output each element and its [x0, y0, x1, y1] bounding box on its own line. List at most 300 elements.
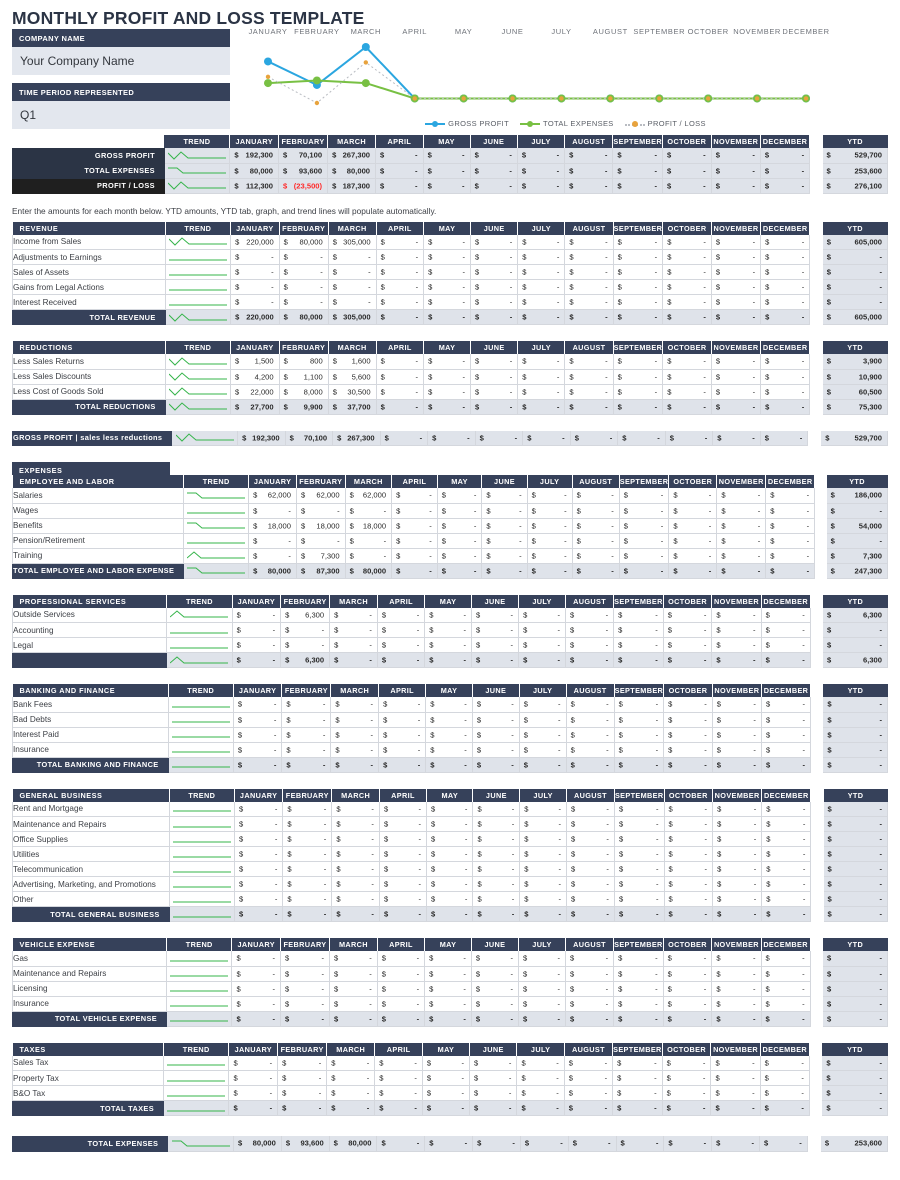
cell-october[interactable]: $ -	[663, 295, 712, 310]
cell-february[interactable]: $ 6,300	[281, 653, 330, 668]
cell-october[interactable]: $ -	[665, 431, 713, 446]
cell-june[interactable]: $ -	[472, 712, 519, 727]
cell-ytd[interactable]: $ -	[827, 503, 888, 518]
cell-april[interactable]: $ -	[379, 757, 426, 772]
cell-may[interactable]: $ -	[424, 399, 471, 414]
cell-october[interactable]: $ -	[663, 250, 712, 265]
cell-june[interactable]: $ -	[473, 832, 520, 847]
cell-december[interactable]: $ -	[760, 178, 809, 193]
cell-december[interactable]: $ -	[766, 503, 815, 518]
row-label[interactable]: Gains from Legal Actions	[13, 280, 166, 295]
cell-october[interactable]: $ -	[663, 280, 712, 295]
cell-february[interactable]: $ 70,100	[279, 148, 328, 163]
cell-may[interactable]: $ -	[422, 1086, 469, 1101]
cell-march[interactable]: $ -	[331, 712, 379, 727]
cell-ytd[interactable]: $ -	[824, 802, 888, 817]
cell-november[interactable]: $ -	[711, 399, 760, 414]
cell-july[interactable]: $ -	[520, 1136, 568, 1151]
cell-may[interactable]: $ -	[427, 907, 473, 922]
cell-june[interactable]: $ -	[482, 563, 527, 578]
cell-july[interactable]: $ -	[518, 996, 565, 1011]
cell-october[interactable]: $ -	[663, 369, 712, 384]
cell-may[interactable]: $ -	[427, 817, 473, 832]
cell-october[interactable]: $ -	[664, 907, 713, 922]
cell-july[interactable]: $ -	[517, 1056, 564, 1071]
cell-december[interactable]: $ -	[761, 697, 810, 712]
cell-january[interactable]: $ -	[249, 503, 297, 518]
cell-march[interactable]: $ -	[330, 981, 378, 996]
cell-august[interactable]: $ -	[572, 503, 619, 518]
cell-april[interactable]: $ -	[376, 148, 424, 163]
cell-january[interactable]: $ -	[234, 862, 282, 877]
cell-may[interactable]: $ -	[423, 163, 470, 178]
cell-january[interactable]: $ 192,300	[238, 431, 286, 446]
cell-september[interactable]: $ -	[613, 399, 663, 414]
row-label[interactable]: Bank Fees	[13, 697, 169, 712]
cell-ytd[interactable]: $ -	[827, 533, 888, 548]
cell-june[interactable]: $ -	[471, 265, 518, 280]
cell-november[interactable]: $ -	[712, 981, 761, 996]
cell-october[interactable]: $ -	[663, 310, 712, 325]
cell-february[interactable]: $ -	[283, 862, 332, 877]
cell-april[interactable]: $ -	[377, 608, 424, 623]
cell-august[interactable]: $ -	[566, 608, 614, 623]
cell-march[interactable]: $ -	[332, 892, 380, 907]
row-label[interactable]: Utilities	[13, 847, 170, 862]
cell-february[interactable]: $ -	[283, 907, 332, 922]
cell-ytd[interactable]: $ -	[824, 877, 888, 892]
cell-september[interactable]: $ -	[614, 951, 664, 966]
cell-april[interactable]: $ -	[375, 1101, 423, 1116]
cell-july[interactable]: $ -	[518, 354, 565, 369]
cell-june[interactable]: $ -	[470, 1101, 517, 1116]
cell-december[interactable]: $ -	[762, 892, 811, 907]
cell-october[interactable]: $ -	[664, 802, 713, 817]
cell-july[interactable]: $ -	[517, 148, 564, 163]
cell-april[interactable]: $ -	[376, 354, 423, 369]
cell-july[interactable]: $ -	[519, 727, 566, 742]
cell-september[interactable]: $ -	[614, 862, 664, 877]
cell-may[interactable]: $ -	[427, 832, 473, 847]
cell-october[interactable]: $ -	[663, 951, 712, 966]
cell-november[interactable]: $ -	[712, 996, 761, 1011]
cell-february[interactable]: $ -	[278, 1086, 327, 1101]
cell-december[interactable]: $ -	[761, 653, 810, 668]
cell-march[interactable]: $ 267,300	[333, 431, 381, 446]
cell-november[interactable]: $ -	[711, 310, 760, 325]
cell-january[interactable]: $ -	[231, 250, 280, 265]
cell-april[interactable]: $ -	[376, 250, 423, 265]
cell-may[interactable]: $ -	[437, 533, 482, 548]
cell-october[interactable]: $ -	[662, 1071, 711, 1086]
row-label[interactable]: Benefits	[13, 518, 184, 533]
cell-june[interactable]: $ -	[470, 163, 517, 178]
cell-january[interactable]: $ -	[229, 1101, 278, 1116]
cell-april[interactable]: $ -	[379, 697, 426, 712]
cell-november[interactable]: $ -	[717, 503, 766, 518]
cell-june[interactable]: $ -	[473, 907, 520, 922]
cell-december[interactable]: $ -	[766, 533, 815, 548]
cell-november[interactable]: $ -	[713, 832, 762, 847]
cell-july[interactable]: $ -	[527, 563, 572, 578]
cell-january[interactable]: $ -	[234, 877, 282, 892]
cell-december[interactable]: $ -	[761, 250, 810, 265]
cell-september[interactable]: $ -	[613, 295, 663, 310]
cell-june[interactable]: $ -	[471, 1011, 518, 1026]
cell-may[interactable]: $ -	[428, 431, 476, 446]
cell-september[interactable]: $ -	[613, 163, 663, 178]
cell-june[interactable]: $ -	[471, 623, 518, 638]
cell-august[interactable]: $ -	[566, 907, 614, 922]
cell-march[interactable]: $ -	[328, 265, 376, 280]
cell-january[interactable]: $ -	[234, 847, 282, 862]
cell-august[interactable]: $ -	[566, 638, 614, 653]
cell-april[interactable]: $ -	[376, 178, 424, 193]
cell-ytd[interactable]: $ -	[824, 907, 888, 922]
cell-june[interactable]: $ -	[471, 235, 518, 250]
cell-july[interactable]: $ -	[518, 295, 565, 310]
cell-may[interactable]: $ -	[422, 1101, 469, 1116]
cell-february[interactable]: $ -	[283, 832, 332, 847]
cell-march[interactable]: $ -	[327, 1101, 375, 1116]
cell-july[interactable]: $ -	[519, 623, 566, 638]
cell-february[interactable]: $ -	[280, 981, 329, 996]
cell-november[interactable]: $ -	[711, 384, 760, 399]
cell-april[interactable]: $ -	[377, 1011, 424, 1026]
cell-ytd[interactable]: $ 6,300	[823, 653, 887, 668]
cell-february[interactable]: $ -	[281, 638, 330, 653]
cell-july[interactable]: $ -	[518, 280, 565, 295]
cell-september[interactable]: $ -	[614, 712, 664, 727]
cell-september[interactable]: $ -	[614, 832, 664, 847]
cell-ytd[interactable]: $ -	[824, 862, 888, 877]
cell-april[interactable]: $ -	[379, 877, 426, 892]
cell-october[interactable]: $ -	[669, 518, 717, 533]
cell-november[interactable]: $ -	[711, 354, 760, 369]
cell-june[interactable]: $ -	[471, 369, 518, 384]
cell-october[interactable]: $ -	[669, 548, 717, 563]
cell-ytd[interactable]: $ 6,300	[823, 608, 887, 623]
cell-april[interactable]: $ -	[377, 1136, 425, 1151]
cell-january[interactable]: $ 80,000	[230, 163, 279, 178]
cell-may[interactable]: $ -	[424, 250, 471, 265]
cell-february[interactable]: $ -	[280, 951, 329, 966]
row-label[interactable]: B&O Tax	[13, 1086, 164, 1101]
cell-september[interactable]: $ -	[613, 369, 663, 384]
cell-december[interactable]: $ -	[760, 1071, 809, 1086]
cell-october[interactable]: $ -	[663, 354, 712, 369]
cell-may[interactable]: $ -	[426, 757, 473, 772]
cell-may[interactable]: $ -	[425, 608, 472, 623]
cell-may[interactable]: $ -	[437, 548, 482, 563]
cell-october[interactable]: $ -	[664, 727, 713, 742]
cell-ytd[interactable]: $ -	[822, 1071, 887, 1086]
cell-november[interactable]: $ -	[711, 148, 760, 163]
cell-june[interactable]: $ -	[471, 310, 518, 325]
cell-september[interactable]: $ -	[619, 518, 669, 533]
cell-january[interactable]: $ -	[233, 742, 281, 757]
cell-april[interactable]: $ -	[392, 548, 438, 563]
cell-april[interactable]: $ -	[379, 712, 426, 727]
cell-october[interactable]: $ -	[663, 653, 712, 668]
cell-june[interactable]: $ -	[471, 996, 518, 1011]
cell-january[interactable]: $ 18,000	[249, 518, 297, 533]
cell-july[interactable]: $ -	[519, 712, 566, 727]
cell-february[interactable]: $ 87,300	[296, 563, 345, 578]
cell-december[interactable]: $ -	[761, 608, 810, 623]
cell-february[interactable]: $ -	[296, 533, 345, 548]
cell-july[interactable]: $ -	[518, 399, 565, 414]
row-label[interactable]: Training	[13, 548, 184, 563]
cell-february[interactable]: $ 1,100	[279, 369, 328, 384]
cell-july[interactable]: $ -	[523, 431, 571, 446]
row-label[interactable]: Sales of Assets	[13, 265, 166, 280]
cell-february[interactable]: $ -	[283, 877, 332, 892]
cell-july[interactable]: $ -	[519, 742, 566, 757]
cell-february[interactable]: $ -	[282, 757, 331, 772]
cell-february[interactable]: $ -	[278, 1101, 327, 1116]
cell-february[interactable]: $ -	[279, 250, 328, 265]
cell-october[interactable]: $ -	[664, 877, 713, 892]
cell-january[interactable]: $ -	[232, 638, 281, 653]
row-label[interactable]: Rent and Mortgage	[13, 802, 170, 817]
cell-august[interactable]: $ -	[565, 384, 613, 399]
cell-october[interactable]: $ -	[664, 757, 713, 772]
cell-may[interactable]: $ -	[422, 1071, 469, 1086]
cell-june[interactable]: $ -	[471, 399, 518, 414]
cell-july[interactable]: $ -	[518, 384, 565, 399]
cell-june[interactable]: $ -	[470, 1071, 517, 1086]
cell-july[interactable]: $ -	[517, 1101, 564, 1116]
cell-march[interactable]: $ -	[330, 638, 378, 653]
cell-ytd[interactable]: $ -	[823, 697, 887, 712]
cell-october[interactable]: $ -	[662, 178, 711, 193]
cell-ytd[interactable]: $ -	[824, 817, 888, 832]
cell-march[interactable]: $ -	[330, 623, 378, 638]
row-label[interactable]: Maintenance and Repairs	[13, 966, 167, 981]
cell-september[interactable]: $ -	[613, 280, 663, 295]
row-label[interactable]: Advertising, Marketing, and Promotions	[13, 877, 170, 892]
cell-april[interactable]: $ -	[376, 384, 423, 399]
cell-november[interactable]: $ -	[712, 966, 761, 981]
cell-december[interactable]: $ -	[761, 966, 810, 981]
cell-march[interactable]: $ 62,000	[345, 488, 391, 503]
cell-june[interactable]: $ -	[482, 488, 527, 503]
cell-january[interactable]: $ -	[233, 712, 281, 727]
cell-november[interactable]: $ -	[711, 178, 760, 193]
cell-march[interactable]: $ -	[332, 862, 380, 877]
cell-march[interactable]: $ -	[328, 295, 376, 310]
cell-december[interactable]: $ -	[761, 280, 810, 295]
cell-june[interactable]: $ -	[482, 503, 527, 518]
cell-september[interactable]: $ -	[613, 148, 663, 163]
cell-ytd[interactable]: $ -	[823, 295, 888, 310]
cell-august[interactable]: $ -	[572, 548, 619, 563]
row-label[interactable]: Insurance	[13, 742, 169, 757]
cell-january[interactable]: $ -	[234, 802, 282, 817]
cell-february[interactable]: $ 8,000	[279, 384, 328, 399]
cell-june[interactable]: $ -	[470, 178, 517, 193]
cell-october[interactable]: $ -	[662, 148, 711, 163]
cell-may[interactable]: $ -	[423, 178, 470, 193]
cell-ytd[interactable]: $ -	[823, 996, 888, 1011]
cell-january[interactable]: $ -	[232, 653, 281, 668]
cell-april[interactable]: $ -	[376, 399, 423, 414]
cell-october[interactable]: $ -	[664, 697, 713, 712]
cell-october[interactable]: $ -	[663, 608, 712, 623]
cell-september[interactable]: $ -	[613, 265, 663, 280]
cell-january[interactable]: $ -	[232, 996, 281, 1011]
cell-august[interactable]: $ -	[566, 757, 614, 772]
cell-ytd[interactable]: $ 253,600	[821, 1136, 888, 1151]
cell-may[interactable]: $ -	[437, 503, 482, 518]
cell-june[interactable]: $ -	[473, 802, 520, 817]
cell-march[interactable]: $ -	[332, 877, 380, 892]
cell-april[interactable]: $ -	[375, 1086, 423, 1101]
cell-november[interactable]: $ -	[712, 638, 761, 653]
cell-may[interactable]: $ -	[425, 1011, 472, 1026]
cell-october[interactable]: $ -	[663, 235, 712, 250]
cell-april[interactable]: $ -	[379, 802, 426, 817]
cell-november[interactable]: $ -	[712, 697, 761, 712]
row-label[interactable]: Less Cost of Goods Sold	[13, 384, 166, 399]
cell-december[interactable]: $ -	[762, 847, 811, 862]
cell-march[interactable]: $ -	[327, 1056, 375, 1071]
cell-may[interactable]: $ -	[424, 384, 471, 399]
cell-july[interactable]: $ -	[527, 548, 572, 563]
cell-october[interactable]: $ -	[669, 563, 717, 578]
cell-may[interactable]: $ -	[426, 742, 473, 757]
cell-november[interactable]: $ -	[711, 1101, 760, 1116]
cell-march[interactable]: $ -	[330, 966, 378, 981]
cell-ytd[interactable]: $ 605,000	[823, 235, 888, 250]
cell-ytd[interactable]: $ -	[823, 951, 888, 966]
cell-november[interactable]: $ -	[711, 1071, 760, 1086]
cell-may[interactable]: $ -	[425, 981, 472, 996]
cell-february[interactable]: $ -	[278, 1056, 327, 1071]
cell-september[interactable]: $ -	[613, 354, 663, 369]
cell-may[interactable]: $ -	[425, 996, 472, 1011]
cell-june[interactable]: $ -	[471, 280, 518, 295]
company-name-input[interactable]: Your Company Name	[12, 47, 230, 75]
cell-june[interactable]: $ -	[471, 295, 518, 310]
cell-ytd[interactable]: $ -	[822, 1101, 887, 1116]
cell-march[interactable]: $ -	[328, 280, 376, 295]
cell-march[interactable]: $ -	[330, 996, 378, 1011]
cell-december[interactable]: $ -	[762, 817, 811, 832]
cell-ytd[interactable]: $ -	[823, 280, 888, 295]
cell-may[interactable]: $ -	[424, 235, 471, 250]
cell-may[interactable]: $ -	[425, 638, 472, 653]
cell-ytd[interactable]: $ 10,900	[823, 369, 888, 384]
cell-march[interactable]: $ -	[332, 832, 380, 847]
cell-september[interactable]: $ -	[614, 653, 664, 668]
cell-april[interactable]: $ -	[376, 295, 423, 310]
cell-ytd[interactable]: $ 247,300	[827, 563, 888, 578]
cell-august[interactable]: $ -	[564, 1071, 612, 1086]
cell-november[interactable]: $ -	[712, 951, 761, 966]
cell-december[interactable]: $ -	[760, 163, 809, 178]
cell-may[interactable]: $ -	[424, 354, 471, 369]
cell-march[interactable]: $ 5,600	[328, 369, 376, 384]
cell-september[interactable]: $ -	[619, 548, 669, 563]
row-label[interactable]: Office Supplies	[13, 832, 170, 847]
cell-august[interactable]: $ -	[565, 399, 613, 414]
cell-april[interactable]: $ -	[376, 280, 423, 295]
cell-may[interactable]: $ -	[425, 966, 472, 981]
cell-june[interactable]: $ -	[470, 148, 517, 163]
cell-ytd[interactable]: $ 7,300	[827, 548, 888, 563]
cell-february[interactable]: $ -	[279, 265, 328, 280]
cell-july[interactable]: $ -	[519, 757, 566, 772]
cell-november[interactable]: $ -	[713, 847, 762, 862]
cell-july[interactable]: $ -	[518, 265, 565, 280]
cell-may[interactable]: $ -	[437, 488, 482, 503]
cell-june[interactable]: $ -	[471, 981, 518, 996]
cell-may[interactable]: $ -	[426, 712, 473, 727]
cell-june[interactable]: $ -	[472, 757, 519, 772]
cell-may[interactable]: $ -	[425, 653, 472, 668]
cell-april[interactable]: $ -	[375, 1056, 423, 1071]
cell-july[interactable]: $ -	[520, 847, 567, 862]
cell-march[interactable]: $ -	[330, 608, 378, 623]
cell-ytd[interactable]: $ -	[823, 638, 887, 653]
cell-december[interactable]: $ -	[762, 877, 811, 892]
cell-april[interactable]: $ -	[377, 966, 424, 981]
cell-july[interactable]: $ -	[520, 892, 567, 907]
cell-may[interactable]: $ -	[422, 1056, 469, 1071]
cell-april[interactable]: $ -	[380, 431, 428, 446]
cell-june[interactable]: $ -	[473, 877, 520, 892]
cell-march[interactable]: $ -	[330, 1011, 378, 1026]
cell-january[interactable]: $ 80,000	[249, 563, 297, 578]
cell-march[interactable]: $ -	[345, 503, 391, 518]
cell-june[interactable]: $ -	[471, 966, 518, 981]
cell-september[interactable]: $ -	[619, 488, 669, 503]
cell-february[interactable]: $ -	[280, 966, 329, 981]
cell-october[interactable]: $ -	[664, 892, 713, 907]
cell-february[interactable]: $ -	[296, 503, 345, 518]
cell-august[interactable]: $ -	[565, 1011, 613, 1026]
cell-august[interactable]: $ -	[566, 877, 614, 892]
cell-september[interactable]: $ -	[614, 608, 664, 623]
cell-october[interactable]: $ -	[662, 1056, 711, 1071]
cell-july[interactable]: $ -	[520, 802, 567, 817]
cell-ytd[interactable]: $ 276,100	[823, 178, 888, 193]
cell-october[interactable]: $ -	[662, 1086, 711, 1101]
cell-february[interactable]: $ 80,000	[279, 235, 328, 250]
cell-january[interactable]: $ -	[249, 548, 297, 563]
cell-december[interactable]: $ -	[761, 727, 810, 742]
cell-may[interactable]: $ -	[427, 802, 473, 817]
cell-ytd[interactable]: $ -	[823, 727, 887, 742]
row-label[interactable]: Gas	[13, 951, 167, 966]
cell-february[interactable]: $ 70,100	[285, 431, 333, 446]
cell-august[interactable]: $ -	[565, 250, 613, 265]
cell-june[interactable]: $ -	[470, 1056, 517, 1071]
cell-ytd[interactable]: $ 529,700	[821, 431, 887, 446]
cell-october[interactable]: $ -	[663, 981, 712, 996]
cell-may[interactable]: $ -	[427, 862, 473, 877]
cell-september[interactable]: $ -	[613, 310, 663, 325]
cell-november[interactable]: $ -	[717, 533, 766, 548]
cell-may[interactable]: $ -	[437, 563, 482, 578]
cell-october[interactable]: $ -	[663, 265, 712, 280]
row-label[interactable]: Wages	[13, 503, 184, 518]
row-label[interactable]: Maintenance and Repairs	[13, 817, 170, 832]
cell-july[interactable]: $ -	[527, 488, 572, 503]
cell-ytd[interactable]: $ 60,500	[823, 384, 888, 399]
